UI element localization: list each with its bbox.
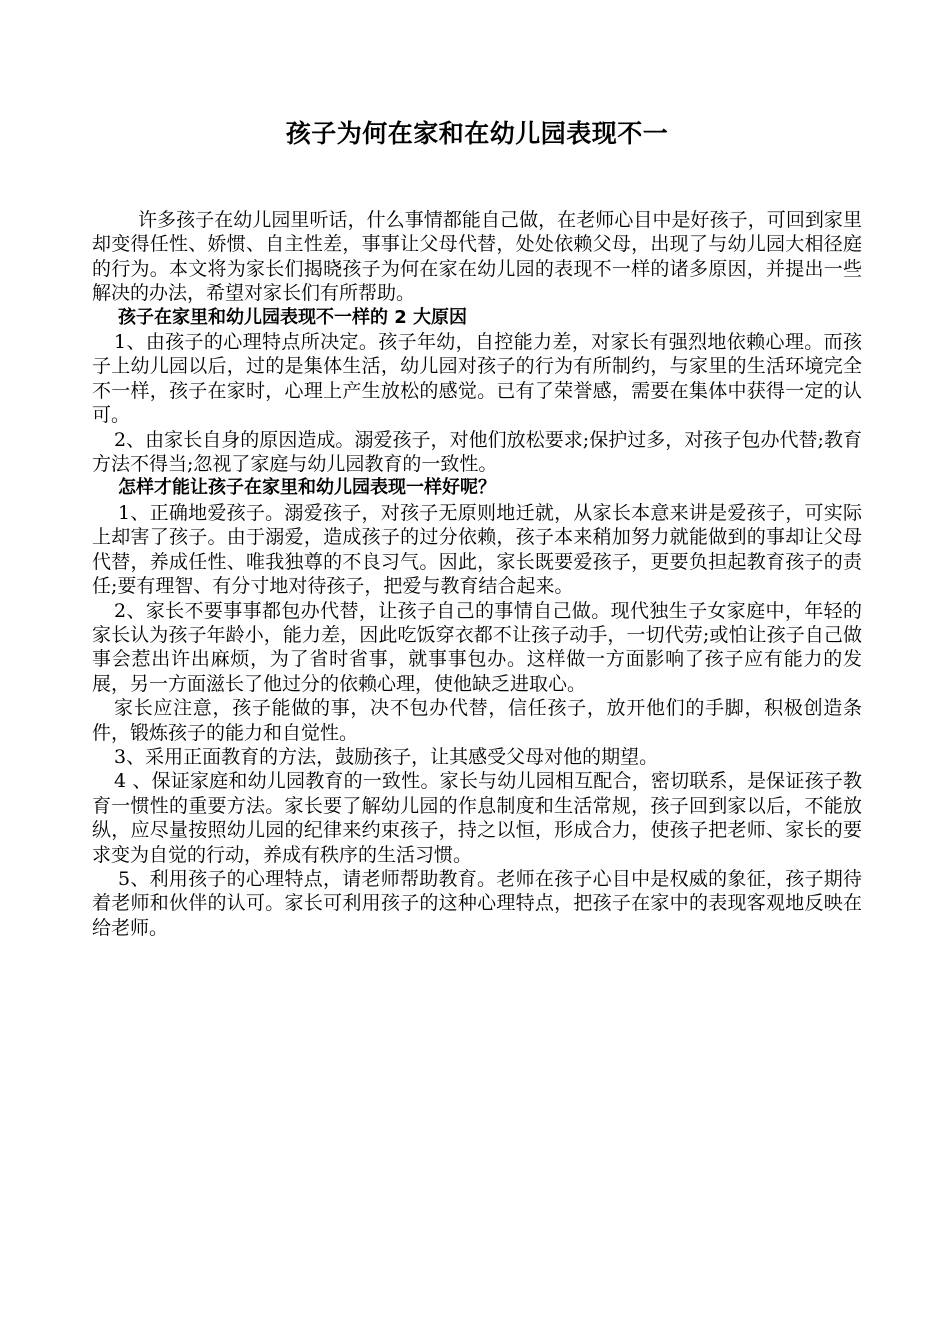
section-heading-causes: 孩子在家里和幼儿园表现不一样的 2 大原因 <box>118 306 468 328</box>
solution-paragraph-4: 4 、保证家庭和幼儿园教育的一致性。家长与幼儿园相互配合，密切联系，是保证孩子教育一惯性的重要方法。家长要了解幼儿园的作息制度和生活常规，孩子回到家以后，不能放纵，应尽量按照幼儿园的纪律来约束孩子，持之以恒，形成合力，使孩子把老师、家长的要求变为自觉的行动，养成有秩序的生活习惯。 <box>92 770 862 866</box>
solution-paragraph-3: 3、采用正面教育的方法，鼓励孩子，让其感受父母对他的期望。 <box>114 745 659 768</box>
intro-paragraph: 许多孩子在幼儿园里听话，什么事情都能自己做，在老师心目中是好孩子，可回到家里却变得任性、娇惯、自主性差，事事让父母代替，处处依赖父母，出现了与幼儿园大相径庭的行为。本文将为家长们揭晓孩子为何在家在幼儿园的表现不一样的诸多原因，并提出一些解决的办法，希望对家长们有所帮助。 <box>92 209 862 305</box>
section-heading-solutions: 怎样才能让孩子在家里和幼儿园表现一样好呢？ <box>118 477 496 499</box>
solution-paragraph-2-note: 家长应注意，孩子能做的事，决不包办代替，信任孩子，放开他们的手脚，积极创造条件，锻炼孩子的能力和自觉性。 <box>92 697 862 744</box>
cause-paragraph-1: 1、由孩子的心理特点所决定。孩子年幼，自控能力差，对家长有强烈地依赖心理。而孩子上幼儿园以后，过的是集体生活，幼儿园对孩子的行为有所制约，与家里的生活环境完全不一样，孩子在家时，心理上产生放松的感觉。已有了荣誉感，需要在集体中获得一定的认可。 <box>92 331 862 427</box>
solution-paragraph-1: 1、正确地爱孩子。溺爱孩子，对孩子无原则地迁就，从家长本意来讲是爱孩子，可实际上却害了孩子。由于溺爱，造成孩子的过分依赖，孩子本来稍加努力就能做到的事却让父母代替，养成任性、唯我独尊的不良习气。因此，家长既要爱孩子，更要负担起教育孩子的责任;要有理智、有分寸地对待孩子，把爱与教育结合起来。 <box>92 501 862 598</box>
document-title: 孩子为何在家和在幼儿园表现不一 <box>285 119 669 148</box>
cause-paragraph-2: 2、由家长自身的原因造成。溺爱孩子，对他们放松要求;保护过多，对孩子包办代替;教育方法不得当;忽视了家庭与幼儿园教育的一致性。 <box>92 428 862 476</box>
document-page <box>92 118 862 940</box>
solution-paragraph-2: 2、家长不要事事都包办代替，让孩子自己的事情自己做。现代独生子女家庭中，年轻的家长认为孩子年龄小，能力差，因此吃饭穿衣都不让孩子动手，一切代劳;或怕让孩子自己做事会惹出许出麻烦，为了省时省事，就事事包办。这样做一方面影响了孩子应有能力的发展，另一方面滋长了他过分的依赖心理，使他缺乏进取心。 <box>92 599 862 695</box>
solution-paragraph-5: 5、利用孩子的心理特点，请老师帮助教育。老师在孩子心目中是权威的象征，孩子期待着老师和伙伴的认可。家长可利用孩子的这种心理特点，把孩子在家中的表现客观地反映在给老师。 <box>92 867 862 939</box>
